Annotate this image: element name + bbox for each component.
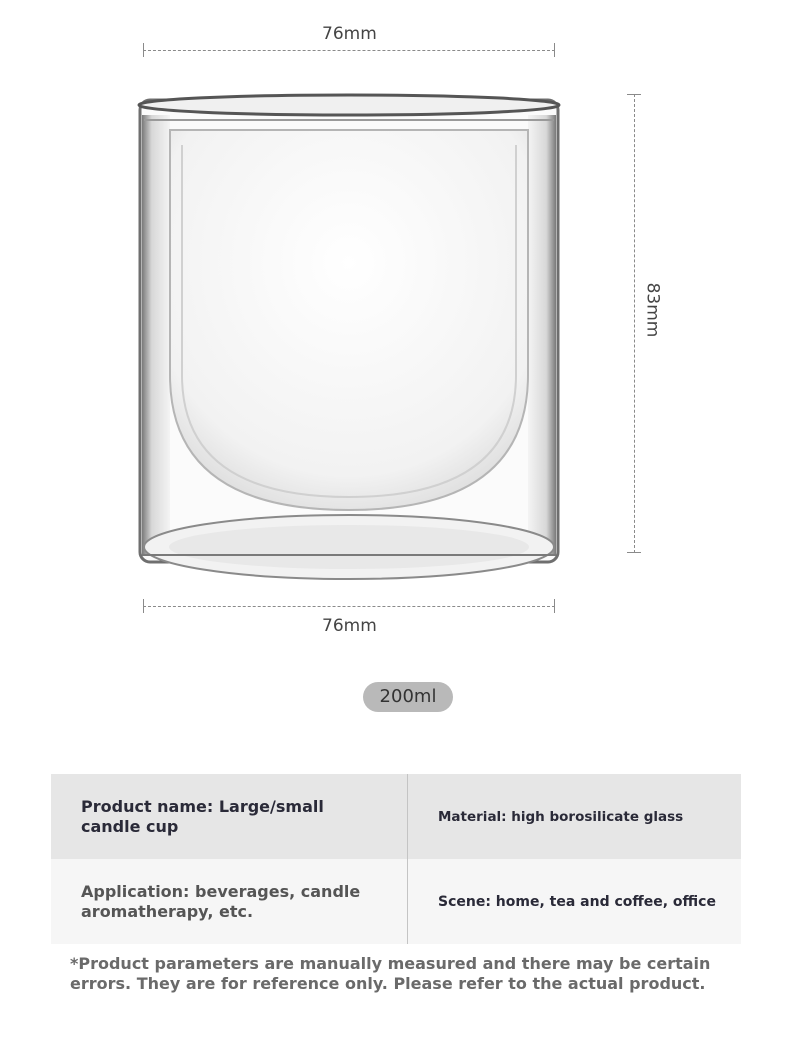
application-cell: Application: beverages, candle aromatherapy, etc. bbox=[81, 881, 361, 921]
product-name-cell: Product name: Large/small candle cup bbox=[81, 796, 324, 836]
spec-table bbox=[51, 774, 741, 944]
table-divider bbox=[407, 774, 408, 944]
top-dim-tick-right bbox=[554, 43, 555, 57]
top-width-label: 76mm bbox=[322, 24, 377, 44]
top-dim-line bbox=[143, 50, 555, 51]
bottom-dim-line bbox=[143, 606, 555, 607]
disclaimer-footnote: *Product parameters are manually measured and there may be certain errors. They are for reference only. Please refer to the actual product. bbox=[70, 954, 711, 993]
spec-row bbox=[51, 859, 741, 944]
spec-row bbox=[51, 774, 741, 859]
height-label: 83mm bbox=[642, 282, 663, 338]
volume-badge: 200ml bbox=[363, 682, 453, 712]
bottom-width-label: 76mm bbox=[322, 616, 377, 636]
bottom-dim-tick-right bbox=[554, 599, 555, 613]
right-dim-tick-bottom bbox=[627, 552, 641, 553]
material-cell: Material: high borosilicate glass bbox=[438, 808, 684, 825]
scene-cell: Scene: home, tea and coffee, office bbox=[438, 893, 716, 910]
glass-cup-image bbox=[130, 85, 570, 585]
right-dim-line bbox=[634, 94, 635, 553]
